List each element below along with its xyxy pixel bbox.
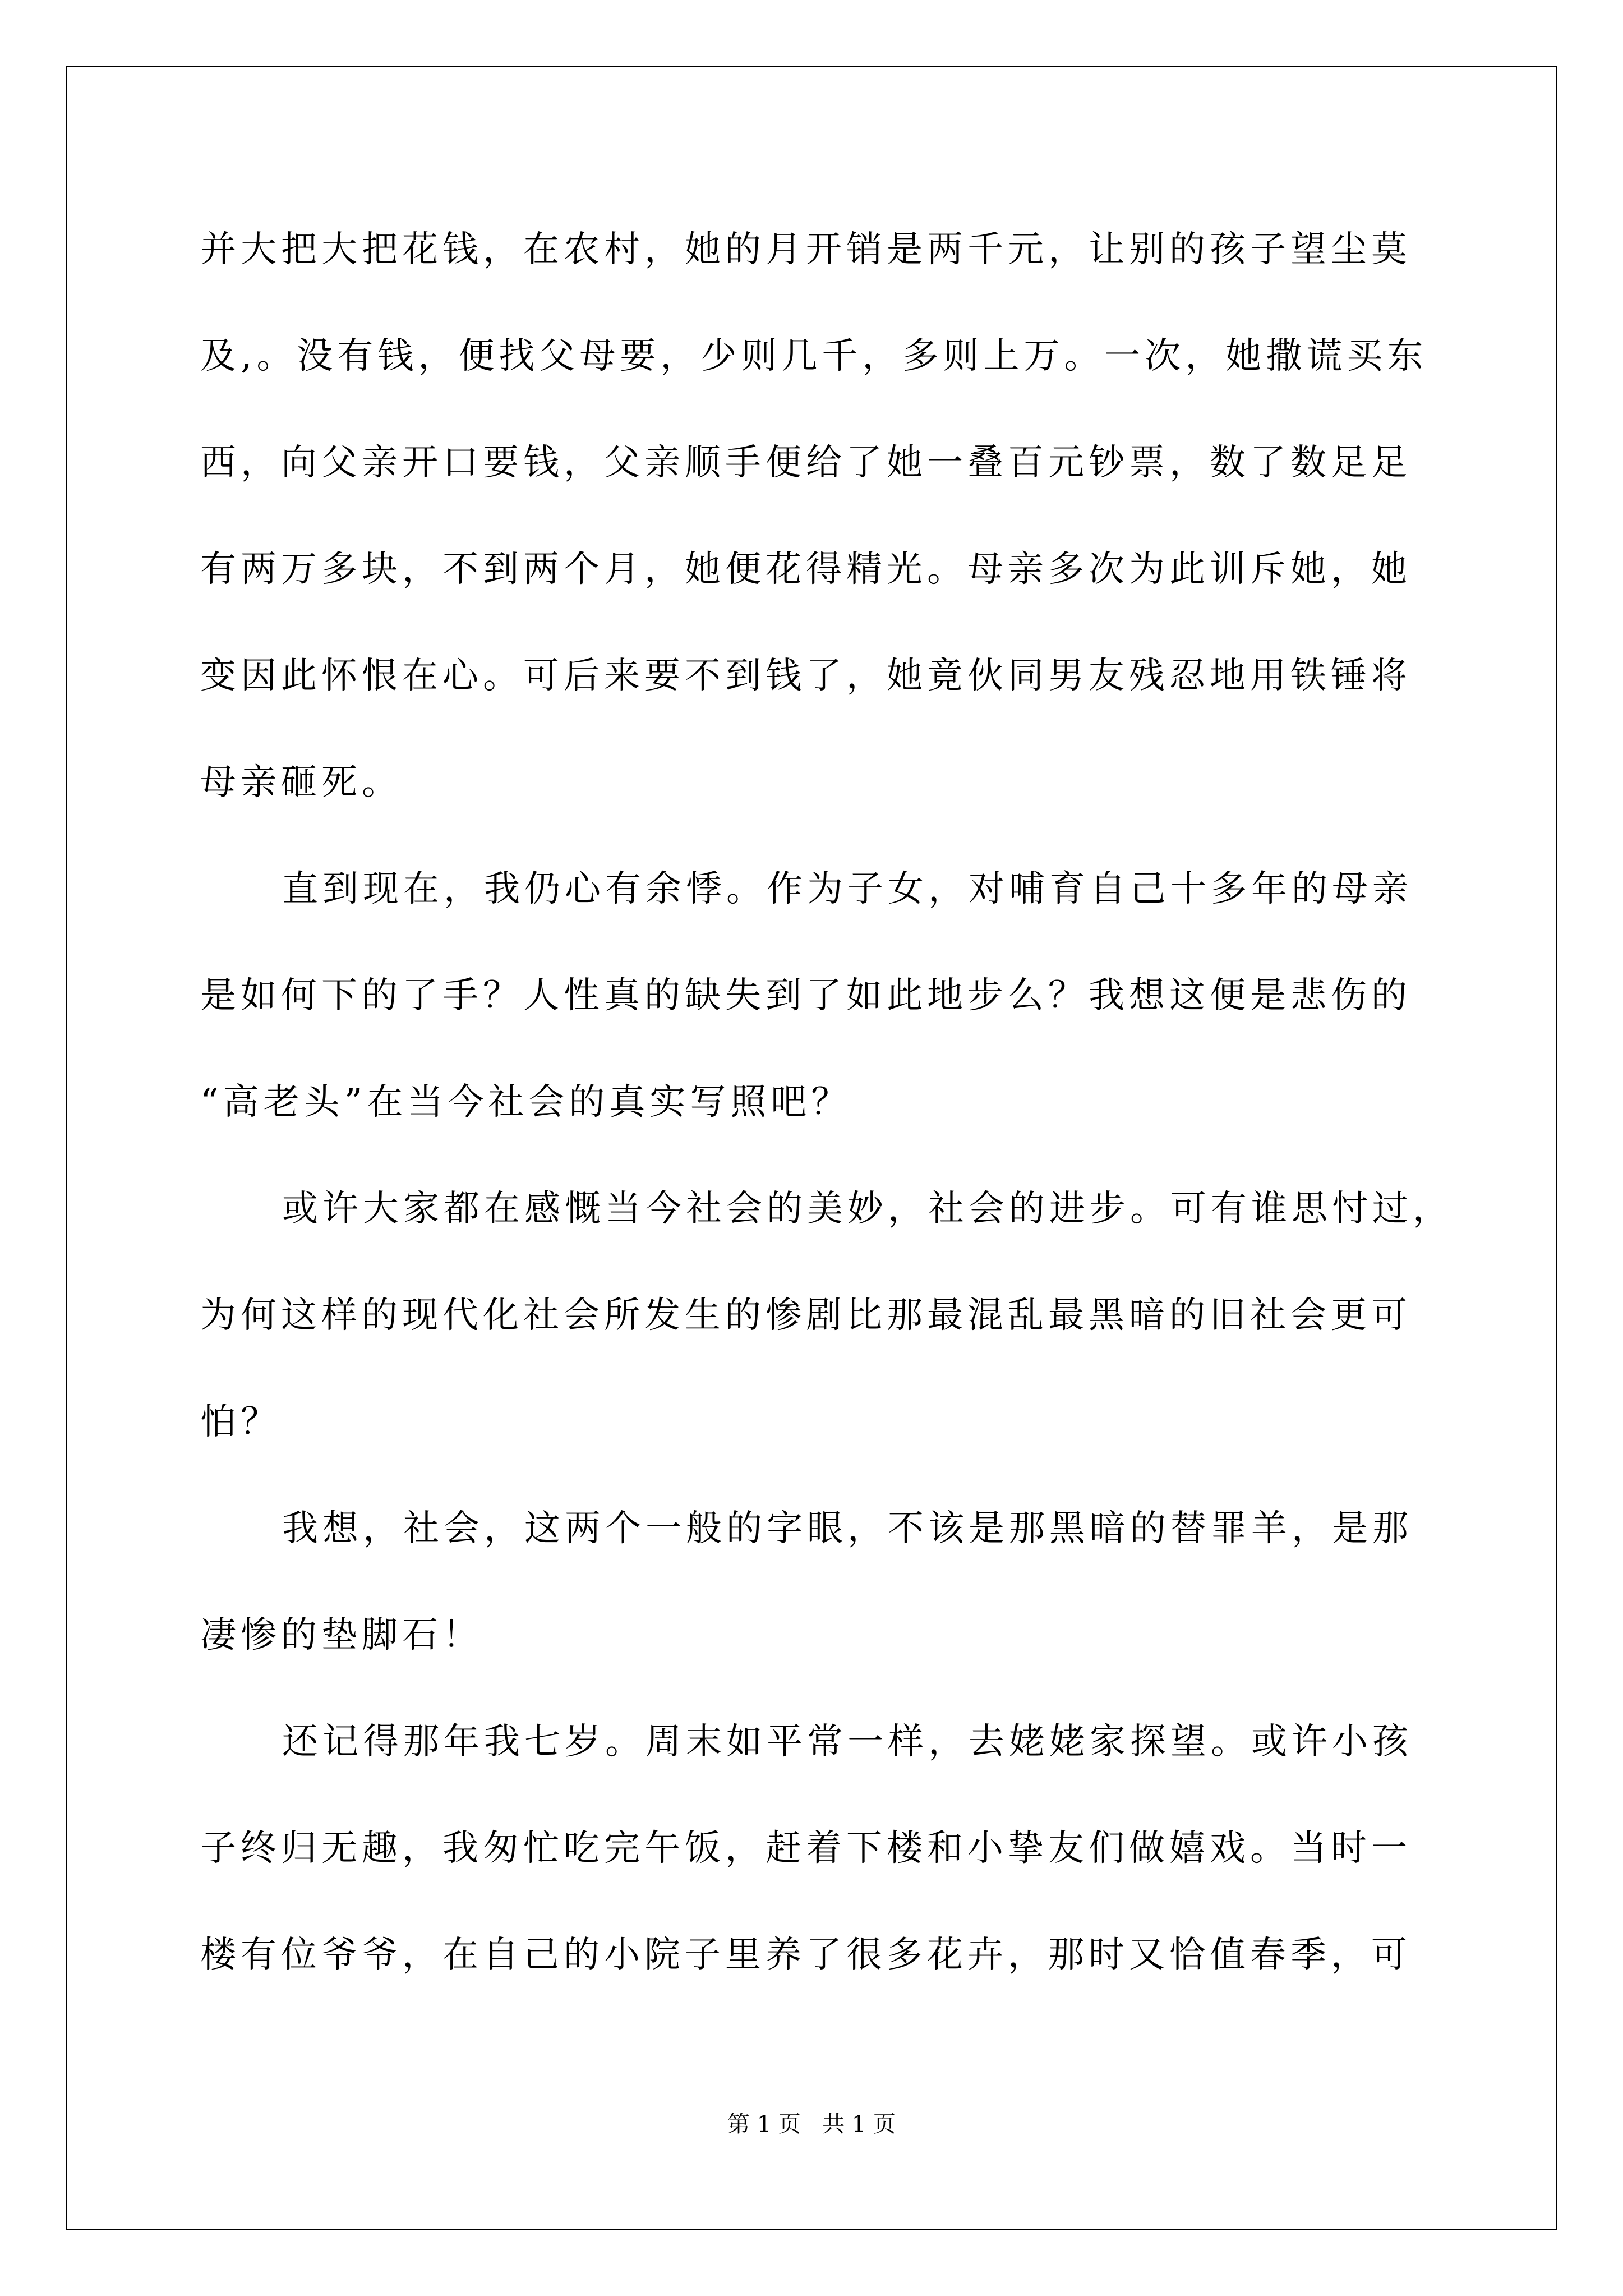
body-text-line: 凄惨的垫脚石！ [200,1614,483,1656]
body-text-line: 母亲砸死。 [200,762,402,803]
paragraph-first-line: 还记得那年我七岁。周末如平常一样，去姥姥家探望。或许小孩 [282,1721,1413,1763]
body-text-line: 西，向父亲开口要钱，父亲顺手便给了她一叠百元钞票，数了数足足 [200,442,1412,484]
paragraph-first-line: 我想，社会，这两个一般的字眼，不该是那黑暗的替罪羊，是那 [282,1508,1413,1549]
body-text-line: 及,。没有钱，便找父母要，少则几千，多则上万。一次，她撒谎买东 [200,335,1428,377]
body-text-line: “高老头”在当今社会的真实写照吧？ [200,1082,852,1123]
body-text-line: 有两万多块，不到两个月，她便花得精光。母亲多次为此训斥她，她 [200,549,1412,590]
page-number-footer: 第 1 页 共 1 页 [727,2111,896,2137]
body-text-line: 怕？ [200,1401,281,1443]
paragraph-first-line: 直到现在，我仍心有余悸。作为子女，对哺育自己十多年的母亲 [282,868,1413,910]
body-text-line: 变因此怀恨在心。可后来要不到钱了，她竟伙同男友残忍地用铁锤将 [200,655,1412,697]
body-text-line: 并大把大把花钱，在农村，她的月开销是两千元，让别的孩子望尘莫 [200,229,1412,270]
body-text-line: 子终归无趣，我匆忙吃完午饭，赶着下楼和小挚友们做嬉戏。当时一 [200,1828,1412,1869]
body-text-line: 为何这样的现代化社会所发生的惨剧比那最混乱最黑暗的旧社会更可 [200,1295,1412,1336]
paragraph-first-line: 或许大家都在感慨当今社会的美妙，社会的进步。可有谁思忖过， [282,1188,1453,1230]
page-border [66,66,1557,2230]
body-text-line: 楼有位爷爷，在自己的小院子里养了很多花卉，那时又恰值春季，可 [200,1934,1412,1976]
body-text-line: 是如何下的了手？人性真的缺失到了如此地步么？我想这便是悲伤的 [200,975,1412,1016]
